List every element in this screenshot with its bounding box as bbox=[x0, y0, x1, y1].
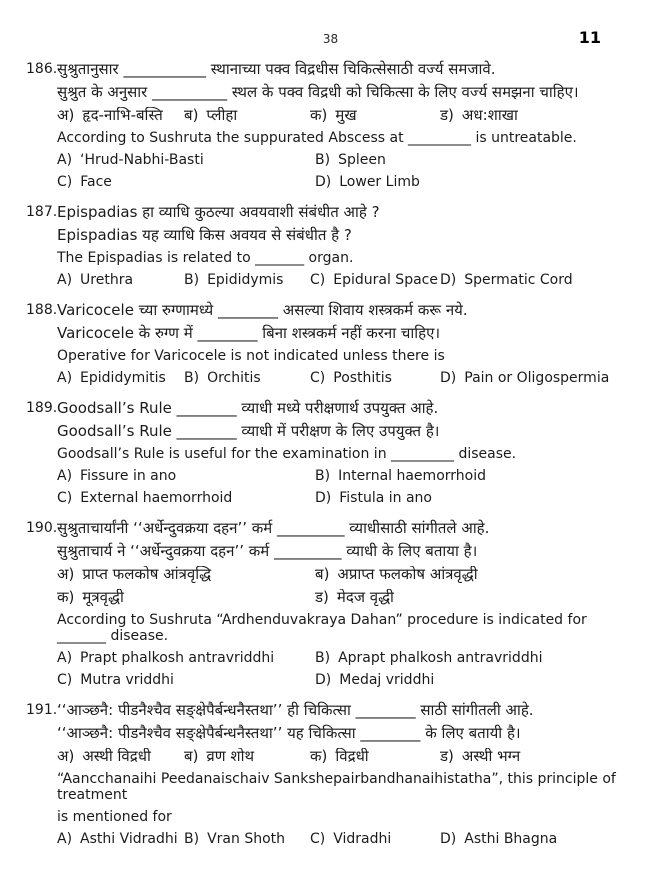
option-item bbox=[57, 831, 184, 847]
option-item bbox=[315, 566, 635, 583]
question-line: Goodsall’s Rule is useful for the examination in _________ disease. bbox=[57, 446, 517, 462]
option-text: Aprapt phalkosh antravriddhi bbox=[338, 650, 543, 666]
option-label: D) bbox=[315, 672, 332, 688]
option-item bbox=[184, 272, 310, 288]
options-row bbox=[57, 465, 635, 487]
option-item bbox=[440, 107, 635, 124]
option-item bbox=[315, 650, 635, 666]
options-row bbox=[57, 828, 635, 850]
option-item bbox=[440, 272, 635, 288]
option-item bbox=[57, 370, 184, 386]
option-item bbox=[315, 152, 635, 168]
question-body bbox=[57, 517, 635, 691]
option-text: अप्राप्त फलकोष आंत्रवृद्धी bbox=[337, 566, 478, 583]
option-text: प्राप्त फलकोष आंत्रवृद्धि bbox=[82, 566, 212, 583]
question-list bbox=[0, 56, 661, 850]
question bbox=[26, 517, 635, 691]
question-line: सुश्रुतानुसार ___________ स्थानाच्या पक्व विद्रधीस चिकित्सेसाठी वर्ज्य समजावे. bbox=[57, 60, 496, 78]
option-label: C) bbox=[310, 370, 326, 386]
question-line: सुश्रुत के अनुसार __________ स्थल के पक्व विद्रधी को चिकित्सा के लिए वर्ज्य समझना चाहिए। bbox=[57, 83, 579, 101]
question-line: Operative for Varicocele is not indicated unless there is bbox=[57, 348, 445, 364]
options-row bbox=[57, 745, 635, 768]
option-text: Pain or Oligospermia bbox=[464, 370, 610, 386]
option-text: Urethra bbox=[80, 272, 134, 288]
option-text: मेदज वृद्धी bbox=[336, 589, 394, 606]
option-text: विद्रधी bbox=[335, 748, 369, 765]
option-label: C) bbox=[57, 174, 73, 190]
question-number: 186. bbox=[26, 61, 58, 77]
option-label: ड) bbox=[440, 748, 454, 765]
question-line: ‘‘आञ्छनै: पीडनैश्चैव सङ्क्षेपैर्बन्धनैस्तथा’’ यह चिकित्सा ________ के लिए बतायी है। bbox=[57, 724, 521, 742]
option-label: B) bbox=[184, 272, 200, 288]
question-line: Goodsall’s Rule ________ व्याधी में परीक्षण के लिए उपयुक्त है। bbox=[57, 422, 440, 440]
options-row bbox=[57, 171, 635, 193]
options-row bbox=[57, 269, 635, 291]
option-label: C) bbox=[310, 831, 326, 847]
question-body bbox=[57, 397, 635, 509]
option-text: Fistula in ano bbox=[339, 490, 432, 506]
options-row bbox=[57, 586, 635, 609]
option-text: व्रण शोथ bbox=[206, 748, 255, 765]
question-number: 188. bbox=[26, 302, 58, 318]
option-item bbox=[184, 831, 310, 847]
option-item bbox=[184, 748, 310, 765]
option-item bbox=[57, 566, 315, 583]
option-text: Fissure in ano bbox=[80, 468, 177, 484]
question-line: According to Sushruta the suppurated Abscess at _________ is untreatable. bbox=[57, 130, 577, 146]
options-row bbox=[57, 487, 635, 509]
option-item bbox=[315, 490, 635, 506]
question-number: 187. bbox=[26, 204, 58, 220]
option-text: ‘Hrud-Nabhi-Basti bbox=[80, 152, 204, 168]
page-header bbox=[0, 0, 661, 56]
option-item bbox=[310, 831, 440, 847]
question-body bbox=[57, 201, 635, 291]
option-text: हृद-नाभि-बस्ति bbox=[82, 107, 163, 124]
option-label: क) bbox=[310, 107, 328, 124]
option-label: D) bbox=[440, 831, 457, 847]
question-body bbox=[57, 699, 635, 850]
option-label: ब) bbox=[184, 107, 199, 124]
option-item bbox=[440, 748, 635, 765]
option-label: ब) bbox=[315, 566, 330, 583]
options-row bbox=[57, 669, 635, 691]
option-text: Spermatic Cord bbox=[464, 272, 573, 288]
option-label: B) bbox=[184, 831, 200, 847]
question-line: The Epispadias is related to _______ organ. bbox=[57, 250, 354, 266]
question bbox=[26, 58, 635, 193]
question-line: According to Sushruta “Ardhenduvakraya Dahan” procedure is indicated for _______ disease. bbox=[57, 612, 587, 644]
option-label: D) bbox=[315, 490, 332, 506]
option-text: अस्थी भग्न bbox=[461, 748, 521, 765]
option-label: C) bbox=[57, 490, 73, 506]
option-text: Asthi Vidradhi bbox=[80, 831, 178, 847]
option-label: C) bbox=[310, 272, 326, 288]
question-number: 190. bbox=[26, 520, 58, 536]
option-item bbox=[310, 107, 440, 124]
option-label: B) bbox=[315, 152, 331, 168]
option-item bbox=[315, 589, 635, 606]
option-label: क) bbox=[57, 589, 75, 606]
question-line: सुश्रुताचार्यांनी ‘‘अर्धेन्दुवक्रया दहन’’ कर्म _________ व्याधीसाठी सांगीतले आहे. bbox=[57, 519, 490, 537]
option-label: A) bbox=[57, 831, 73, 847]
option-item bbox=[315, 468, 635, 484]
options-row bbox=[57, 149, 635, 171]
question-line: Epispadias यह व्याधि किस अवयव से संबंधीत है ? bbox=[57, 226, 352, 244]
option-text: मुख bbox=[335, 107, 357, 124]
option-label: ड) bbox=[440, 107, 454, 124]
option-text: प्लीहा bbox=[206, 107, 238, 124]
question-line: Varicocele के रुग्ण में ________ बिना शस्त्रकर्म नहीं करना चाहिए। bbox=[57, 324, 441, 342]
option-label: B) bbox=[315, 468, 331, 484]
option-label: ड) bbox=[315, 589, 329, 606]
option-text: Prapt phalkosh antravriddhi bbox=[80, 650, 275, 666]
option-label: D) bbox=[440, 370, 457, 386]
option-text: अध:शाखा bbox=[461, 107, 518, 124]
question-line: ‘‘आञ्छनै: पीडनैश्चैव सङ्क्षेपैर्बन्धनैस्तथा’’ ही चिकित्सा ________ साठी सांगीतली आहे. bbox=[57, 701, 534, 719]
page-number-right: 11 bbox=[578, 28, 601, 47]
options-row bbox=[57, 367, 635, 389]
question-body bbox=[57, 299, 635, 389]
option-item bbox=[57, 490, 315, 506]
option-item bbox=[184, 370, 310, 386]
option-label: अ) bbox=[57, 748, 75, 765]
option-label: A) bbox=[57, 650, 73, 666]
question-number: 189. bbox=[26, 400, 58, 416]
question bbox=[26, 397, 635, 509]
option-text: Asthi Bhagna bbox=[464, 831, 558, 847]
option-text: Vran Shoth bbox=[207, 831, 286, 847]
question-body bbox=[57, 58, 635, 193]
question-number: 191. bbox=[26, 702, 58, 718]
option-label: B) bbox=[315, 650, 331, 666]
option-item bbox=[57, 650, 315, 666]
question bbox=[26, 699, 635, 850]
option-text: अस्थी विद्रधी bbox=[82, 748, 151, 765]
option-text: Posthitis bbox=[333, 370, 392, 386]
option-label: क) bbox=[310, 748, 328, 765]
options-row bbox=[57, 563, 635, 586]
option-label: C) bbox=[57, 672, 73, 688]
option-text: Medaj vriddhi bbox=[339, 672, 435, 688]
option-item bbox=[57, 174, 315, 190]
option-label: B) bbox=[184, 370, 200, 386]
option-label: A) bbox=[57, 468, 73, 484]
option-label: D) bbox=[315, 174, 332, 190]
option-label: अ) bbox=[57, 566, 75, 583]
option-label: ब) bbox=[184, 748, 199, 765]
option-label: A) bbox=[57, 370, 73, 386]
option-item bbox=[315, 672, 635, 688]
page-number-center: 38 bbox=[322, 32, 339, 46]
option-item bbox=[57, 272, 184, 288]
option-text: मूत्रवृद्धी bbox=[82, 589, 124, 606]
option-item bbox=[57, 107, 184, 124]
option-text: External haemorrhoid bbox=[80, 490, 233, 506]
option-text: Face bbox=[80, 174, 112, 190]
option-item bbox=[310, 370, 440, 386]
option-item bbox=[57, 748, 184, 765]
option-text: Spleen bbox=[338, 152, 386, 168]
question bbox=[26, 299, 635, 389]
question-line: Epispadias हा व्याधि कुठल्या अवयवाशी संबंधीत आहे ? bbox=[57, 203, 380, 221]
option-item bbox=[315, 174, 635, 190]
option-item bbox=[57, 468, 315, 484]
option-text: Mutra vriddhi bbox=[80, 672, 174, 688]
option-text: Epididymis bbox=[207, 272, 284, 288]
option-label: A) bbox=[57, 272, 73, 288]
question-line: Varicocele च्या रुग्णामध्ये ________ असल्या शिवाय शस्त्रकर्म करू नये. bbox=[57, 301, 468, 319]
option-text: Internal haemorrhoid bbox=[338, 468, 486, 484]
option-item bbox=[57, 152, 315, 168]
option-text: Epidural Space bbox=[333, 272, 438, 288]
question-line: “Aancchanaihi Peedanaischaiv Sankshepairbandhanaihistatha”, this principle of treatment bbox=[57, 771, 616, 803]
option-item bbox=[440, 831, 635, 847]
options-row bbox=[57, 104, 635, 127]
option-text: Lower Limb bbox=[339, 174, 420, 190]
option-item bbox=[57, 589, 315, 606]
option-item bbox=[440, 370, 635, 386]
option-text: Epididymitis bbox=[80, 370, 166, 386]
option-text: Vidradhi bbox=[333, 831, 392, 847]
options-row bbox=[57, 647, 635, 669]
option-item bbox=[310, 272, 440, 288]
option-text: Orchitis bbox=[207, 370, 261, 386]
option-item bbox=[184, 107, 310, 124]
question-line: is mentioned for bbox=[57, 809, 172, 825]
question-line: सुश्रुताचार्य ने ‘‘अर्धेन्दुवक्रया दहन’’ कर्म _________ व्याधी के लिए बताया है। bbox=[57, 542, 478, 560]
option-item bbox=[57, 672, 315, 688]
option-label: अ) bbox=[57, 107, 75, 124]
option-label: A) bbox=[57, 152, 73, 168]
question-line: Goodsall’s Rule ________ व्याधी मध्ये परीक्षणार्थ उपयुक्त आहे. bbox=[57, 399, 439, 417]
option-label: D) bbox=[440, 272, 457, 288]
option-item bbox=[310, 748, 440, 765]
question bbox=[26, 201, 635, 291]
